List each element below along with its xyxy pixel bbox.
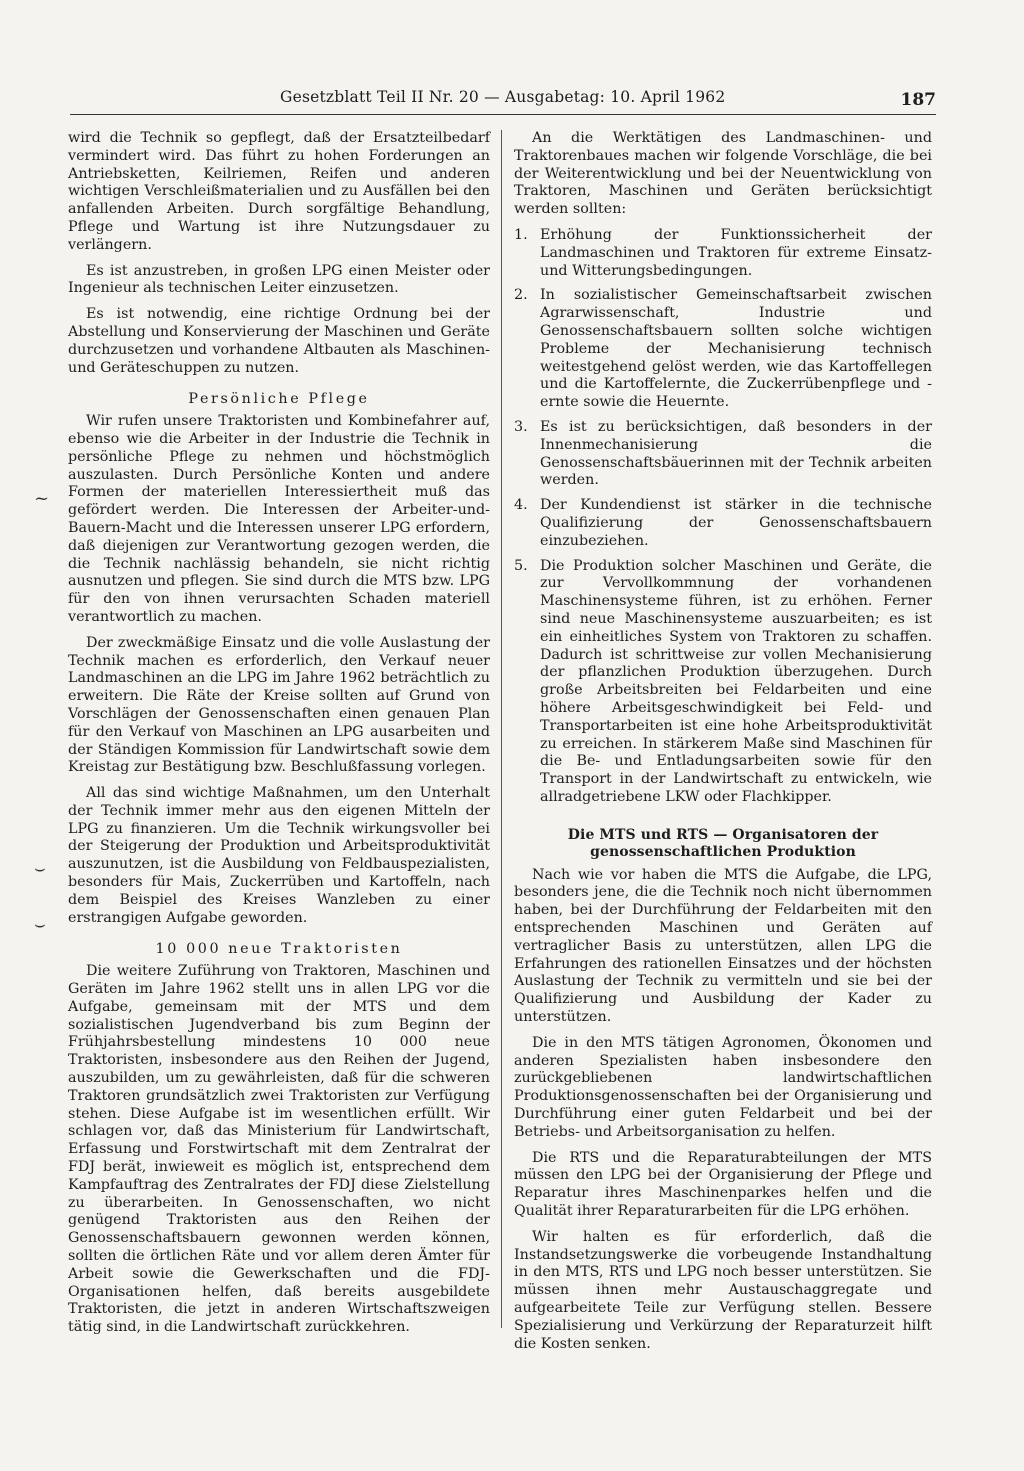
page-header — [70, 86, 936, 115]
left-column — [68, 130, 490, 1345]
list-number: 4. — [514, 497, 528, 514]
list-text: Der Kundendienst ist stärker in die technische Qualifizierung der Genossenschaftsbauern einzubeziehen. — [540, 497, 932, 549]
list-item — [514, 287, 932, 412]
proposal-list — [514, 227, 932, 807]
list-number: 2. — [514, 287, 528, 304]
paragraph: Die weitere Zuführung von Traktoren, Maschinen und Geräten im Jahre 1962 stellt uns in allen LPG vor die Aufgabe, gemeinsam mit der MTS und dem sozialistischen Jugendverband bis zum Beginn der Frühjahrsbestellung mindestens 10 000 neue Traktoristen, insbesondere aus den Reihen der Jugend, auszubilden, um zu gewährleisten, daß für die schweren Traktoren grundsätzlich zwei Traktoristen zur Verfügung stehen. Diese Aufgabe ist im wesentlichen erfüllt. Wir schlagen vor, daß das Ministerium für Landwirtschaft, Erfassung und Forstwirtschaft mit dem Zentralrat der FDJ berät, inwieweit es möglich ist, entsprechend dem Kampfauftrag des Zentralrates der FDJ diese Zielstellung zu überarbeiten. In Genossenschaften, wo nicht genügend Traktoristen aus den Reihen der Genossenschaftsbauern gewonnen werden können, sollten die örtlichen Räte und vor allem deren Ämter für Arbeit sowie die Gewerkschaften und die FDJ-Organisationen helfen, daß bereits ausgebildete Traktoristen, die jetzt in anderen Wirtschaftszweigen tätig sind, in die Landwirtschaft zurückkehren. — [68, 963, 490, 1336]
list-text: Es ist zu berücksichtigen, daß besonders in der Innenmechanisierung die Genossenschaftsbäuerinnen mit der Technik arbeiten werden. — [540, 418, 932, 489]
paragraph: Der zweckmäßige Einsatz und die volle Auslastung der Technik machen es erforderlich, den Verkauf neuer Landmaschinen an die LPG im Jahre 1962 beträchtlich zu erweitern. Die Räte der Kreise sollten auf Grund von Vorschlägen der Genossenschaften einen genauen Plan für den Verkauf von Maschinen an LPG ausarbeiten und der Ständigen Kommission für Landwirtschaft sowie dem Kreistag zur Bestätigung bzw. Beschlußfassung vorlegen. — [68, 634, 490, 776]
paragraph: An die Werktätigen des Landmaschinen- und Traktorenbaues machen wir folgende Vorschläge, die bei der Weiterentwicklung und bei der Neuentwicklung von Traktoren, Maschinen und Geräten berücksichtigt werden sollten: — [514, 130, 932, 218]
section-heading: 10 000 neue Traktoristen — [155, 941, 403, 958]
margin-mark: ⌣ — [34, 858, 46, 879]
paragraph: Die RTS und die Reparaturabteilungen der MTS müssen den LPG bei der Organisierung der Pflege und Reparatur ihres Maschinenparkes helfen und die Qualität ihrer Reparaturarbeiten für die LPG erhöhen. — [514, 1149, 932, 1220]
list-item — [514, 558, 932, 807]
paragraph: Wir halten es für erforderlich, daß die Instandsetzungswerke die vorbeugende Instandhaltung in den MTS, RTS und LPG noch besser unterstützen. Sie müssen ihnen mehr Austauschaggregate und aufgearbeitete Teile zur Verfügung stellen. Bessere Spezialisierung und Verkürzung der Reparaturzeit hilft die Kosten senken. — [514, 1228, 932, 1352]
paragraph: Es ist notwendig, eine richtige Ordnung bei der Abstellung und Konservierung der Maschinen und Geräte durchzusetzen und vorhandene Altbauten als Maschinen- und Geräteschuppen zu nutzen. — [68, 306, 490, 376]
page-number: 187 — [900, 90, 936, 110]
right-column — [514, 130, 932, 1361]
list-number: 5. — [514, 557, 528, 574]
paragraph: Nach wie vor haben die MTS die Aufgabe, die LPG, besonders jene, die die Technik noch nicht übernommen haben, bei der Durchführung der Feldarbeiten mit den entsprechenden Maschinen und Geräten auf vertraglicher Basis zu unterstützen, allen LPG die Erfahrungen des rationellen Einsatzes und der höchsten Auslastung der Technik zu vermitteln und sie bei der Qualifizierung und Ausbildung der Kader zu unterstützen. — [514, 866, 932, 1026]
list-item — [514, 419, 932, 490]
paragraph: wird die Technik so gepflegt, daß der Ersatzteilbedarf vermindert wird. Das führt zu hohen Forderungen an Antriebsketten, Keilriemen, Reifen und anderen wichtigen Verschleißmaterialien und zu Ausfällen bei den anfallenden Arbeiten. Durch sorgfältige Behandlung, Pflege und Wartung ist ihre Nutzungsdauer zu verlängern. — [68, 130, 490, 253]
paragraph: Die in den MTS tätigen Agronomen, Ökonomen und anderen Spezialisten haben insbesondere den zurückgebliebenen landwirtschaftlichen Produktionsgenossenschaften bei der Organisierung und Durchführung einer guten Feldarbeit und bei der Betriebs- und Arbeitsorganisation zu helfen. — [514, 1034, 932, 1140]
list-text: Die Produktion solcher Maschinen und Geräte, die zur Vervollkommnung der vorhandenen Maschinensysteme führen, ist zu erhöhen. Ferner sind neue Maschinensysteme auszuarbeiten; es ist ein einheitliches System von Traktoren zu schaffen. Dadurch ist schrittweise zur vollen Mechanisierung der pflanzlichen Produktion überzugehen. Durch große Arbeitsbreiten bei Feldarbeiten und eine höhere Arbeitsgeschwindigkeit bei Feld- und Transportarbeiten ist eine hohe Arbeitsproduktivität zu erreichen. In stärkerem Maße sind Maschinen für die Be- und Entladungsarbeiten sowie für den Transport in der Landwirtschaft zu entwickeln, wie allradgetriebene LKW oder Flachkipper. — [540, 557, 932, 805]
section-heading: Persönliche Pflege — [188, 391, 370, 408]
header-title: Gesetzblatt Teil II Nr. 20 — Ausgabetag: 10. April 1962 — [280, 88, 726, 106]
section-heading: Die MTS und RTS — Organisatoren der genossenschaftlichen Produktion — [567, 826, 879, 860]
list-text: In sozialistischer Gemeinschaftsarbeit zwischen Agrarwissenschaft, Industrie und Genossenschaftsbauern sollten solche wichtigen Probleme der Mechanisierung technisch weitestgehend gelöst werden, wie das Kartoffellegen und die Kartoffelernte, die Zuckerrübenpflege und -ernte sowie die Heuernte. — [540, 287, 932, 411]
list-text: Erhöhung der Funktionssicherheit der Landmaschinen und Traktoren für extreme Einsatz- und Witterungsbedingungen. — [540, 226, 932, 279]
margin-mark: ⌣ — [34, 914, 46, 935]
list-item — [514, 497, 932, 550]
paragraph: Wir rufen unsere Traktoristen und Kombinefahrer auf, ebenso wie die Arbeiter in der Industrie die Technik in persönliche Pflege zu nehmen und höchstmöglich auszulasten. Durch Persönliche Konten und andere Formen der materiellen Interessiertheit muß das gefördert werden. Die Interessen der Arbeiter-und-Bauern-Macht und die Interessen unserer LPG erfordern, daß diejenigen zur Verantwortung gezogen werden, die die Technik nachlässig behandeln, sie nicht richtig ausnutzen und pflegen. Sie sind durch die MTS bzw. LPG für den von ihnen verursachten Schaden materiell verantwortlich zu machen. — [68, 413, 490, 625]
paragraph: All das sind wichtige Maßnahmen, um den Unterhalt der Technik immer mehr aus den eigenen Mitteln der LPG zu finanzieren. Um die Technik wirkungsvoller bei der Steigerung der Produktion und Arbeitsproduktivität auszunutzen, ist die Ausbildung von Feldbauspezialisten, besonders für Mais, Zuckerrüben und Kartoffeln, nach dem Beispiel des Kreises Wanzleben zu einer erstrangigen Aufgabe geworden. — [68, 785, 490, 926]
list-item — [514, 227, 932, 280]
margin-mark: ~ — [34, 488, 50, 509]
column-divider — [501, 130, 502, 1328]
list-number: 1. — [514, 226, 528, 243]
list-number: 3. — [514, 418, 528, 435]
paragraph: Es ist anzustreben, in großen LPG einen Meister oder Ingenieur als technischen Leiter einzusetzen. — [68, 262, 490, 297]
